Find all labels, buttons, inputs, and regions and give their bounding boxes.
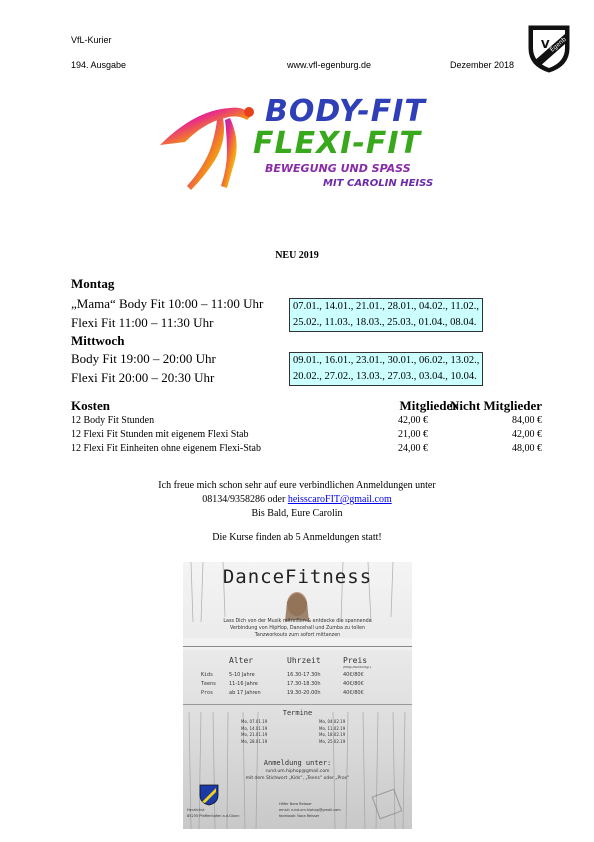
bodyfit-banner [155, 90, 455, 205]
minimum-registrations-note: Die Kurse finden ab 5 Anmeldungen statt! [212, 532, 382, 543]
banner-title-flexifit: FLEXI-FIT [253, 126, 421, 161]
flyer-footer-left-1: Herzlichst [187, 808, 205, 812]
flyer-footer-mid-3: facebook: Nora Reisser [279, 814, 320, 818]
monday-dates-line-2: 25.02., 11.03., 18.03., 25.03., 01.04., 08.04. [293, 317, 477, 328]
announcement-heading [0, 250, 594, 261]
flyer-col-price: Preis [343, 656, 368, 665]
flyer-row-time: 17.30-18.30h [287, 681, 321, 687]
flyer-row-age: 5-10 Jahre [229, 672, 255, 678]
svg-text:V: V [541, 38, 550, 51]
flyer-row-group: Pros [201, 690, 214, 696]
costs-col-members: Mitglieder [399, 398, 458, 413]
banner-title-bodyfit: BODY-FIT [265, 94, 426, 129]
flyer-row-age: 11-16 Jahre [229, 681, 258, 687]
flyer-row-time: 19.30-20.00h [287, 690, 321, 696]
contact-email-link[interactable]: heisscaroFIT@gmail.com [287, 494, 392, 505]
banner-subtitle: BEWEGUNG UND SPASS [265, 162, 411, 175]
flyer-date: Mo, 04.02.19 [319, 719, 346, 724]
costs-col-nonmembers: Nicht Mitglieder [449, 398, 542, 413]
website-link[interactable]: www.vfl-egenburg.de [287, 60, 372, 70]
flyer-row-price: 40€/80€ [343, 690, 364, 696]
announcement-text: NEU 2019 [275, 250, 319, 261]
cost-row-members: 21,00 € [398, 429, 428, 440]
club-logo [525, 22, 573, 74]
flyer-footer-left-2: 85235 Pfaffenhofen a.d.Glonn [187, 814, 240, 818]
wednesday-heading: Mittwoch [71, 333, 125, 348]
flyer-divider [183, 646, 412, 647]
wednesday-dates-line-2: 20.02., 27.02., 13.03., 27.03., 03.04., 10.04. [293, 371, 477, 382]
publication-name: VfL-Kurier [71, 35, 112, 45]
flyer-title: DanceFitness [222, 566, 373, 588]
dancefitness-flyer [183, 562, 412, 829]
svg-text:Egenb: Egenb [548, 36, 568, 54]
flyer-date: Mo, 11.02.19 [319, 725, 346, 731]
wednesday-dates-box [289, 352, 483, 386]
flyer-dates-left [241, 719, 267, 745]
contact-phone: 08134/9358286 oder [202, 494, 286, 505]
flyer-dates-right [319, 719, 345, 745]
flyer-intro-1: Lass Dich von der Musik mitreißen & entdecke die spannende [223, 619, 372, 624]
flyer-price-note: (Mitgl./Nichtmitgl.) [343, 665, 372, 669]
flyer-register-note: mit dem Stichwort „Kids“, „Teens“ oder „Pros“ [245, 776, 350, 781]
contact-line-1: Ich freue mich schon sehr auf eure verbindlichen Anmeldungen unter [158, 480, 436, 491]
flyer-dates-heading: Termine [282, 709, 313, 717]
monday-course-1: „Mama“ Body Fit 10:00 – 11:00 Uhr [71, 296, 264, 311]
cost-row-members: 24,00 € [398, 443, 428, 454]
flyer-row-group: Teens [201, 681, 217, 687]
flyer-row-time: 16.30-17.30h [287, 672, 321, 678]
banner-instructor: MIT CAROLIN HEISS [323, 178, 434, 189]
flyer-col-age: Alter [229, 656, 254, 665]
issue-date: Dezember 2018 [450, 60, 515, 70]
wednesday-course-1: Body Fit 19:00 – 20:00 Uhr [71, 351, 216, 366]
flyer-date: Mo, 28.01.19 [241, 738, 268, 744]
wednesday-course-2: Flexi Fit 20:00 – 20:30 Uhr [71, 370, 215, 385]
flyer-divider [183, 704, 412, 705]
flyer-date: Mo, 14.01.19 [241, 725, 268, 731]
flyer-footer-mid-2: email: rund.um.hiphop@gmail.com [279, 808, 341, 812]
cost-row-members: 42,00 € [398, 415, 428, 426]
monday-course-2: Flexi Fit 11:00 – 11:30 Uhr [71, 315, 214, 330]
gymnast-figure-icon [155, 90, 265, 200]
contact-line-2 [0, 494, 594, 505]
flyer-register-heading: Anmeldung unter: [263, 759, 332, 767]
flyer-intro-3: Tanzworkouts zum sofort mittanzen [254, 633, 341, 638]
monday-dates-line-1: 07.01., 14.01., 21.01., 28.01., 04.02., 11.02., [293, 301, 479, 312]
flyer-row-price: 40€/80€ [343, 681, 364, 687]
cost-row-label: 12 Flexi Fit Stunden mit eigenem Flexi Stab [71, 429, 249, 440]
cost-row-nonmembers: 48,00 € [512, 443, 542, 454]
flyer-register-email: rund.um.hiphop@gmail.com [265, 769, 330, 774]
contact-signoff: Bis Bald, Eure Carolin [251, 508, 343, 519]
cost-row-label: 12 Body Fit Stunden [71, 415, 155, 426]
monday-heading: Montag [71, 276, 115, 291]
cost-row-nonmembers: 84,00 € [512, 415, 542, 426]
flyer-row-age: ab 17 Jahren [229, 690, 261, 696]
costs-heading: Kosten [71, 398, 110, 413]
flyer-col-time: Uhrzeit [287, 656, 321, 665]
cost-row-nonmembers: 42,00 € [512, 429, 542, 440]
monday-dates-box [289, 298, 483, 332]
cost-row-label: 12 Flexi Fit Einheiten ohne eigenem Flexi-Stab [71, 443, 261, 454]
flyer-intro-2: Verbindung von HipHop, Dancehall und Zumba zu tollen [229, 626, 366, 631]
flyer-footer-mid-1: Höfer Nora Reisser [279, 802, 312, 806]
flyer-date: Mo, 25.02.19 [319, 738, 346, 744]
vfl-shield-icon [199, 784, 219, 806]
wednesday-dates-line-1: 09.01., 16.01., 23.01., 30.01., 06.02., 13.02., [293, 355, 480, 366]
flyer-date: Mo, 21.01.19 [241, 732, 268, 737]
issue-number: 194. Ausgabe [71, 60, 127, 70]
flyer-row-group: Kids [201, 672, 214, 678]
flyer-date: Mo, 18.02.19 [319, 732, 346, 737]
flyer-row-price: 40€/80€ [343, 672, 364, 678]
flyer-date: Mo, 07.01.19 [241, 719, 268, 724]
